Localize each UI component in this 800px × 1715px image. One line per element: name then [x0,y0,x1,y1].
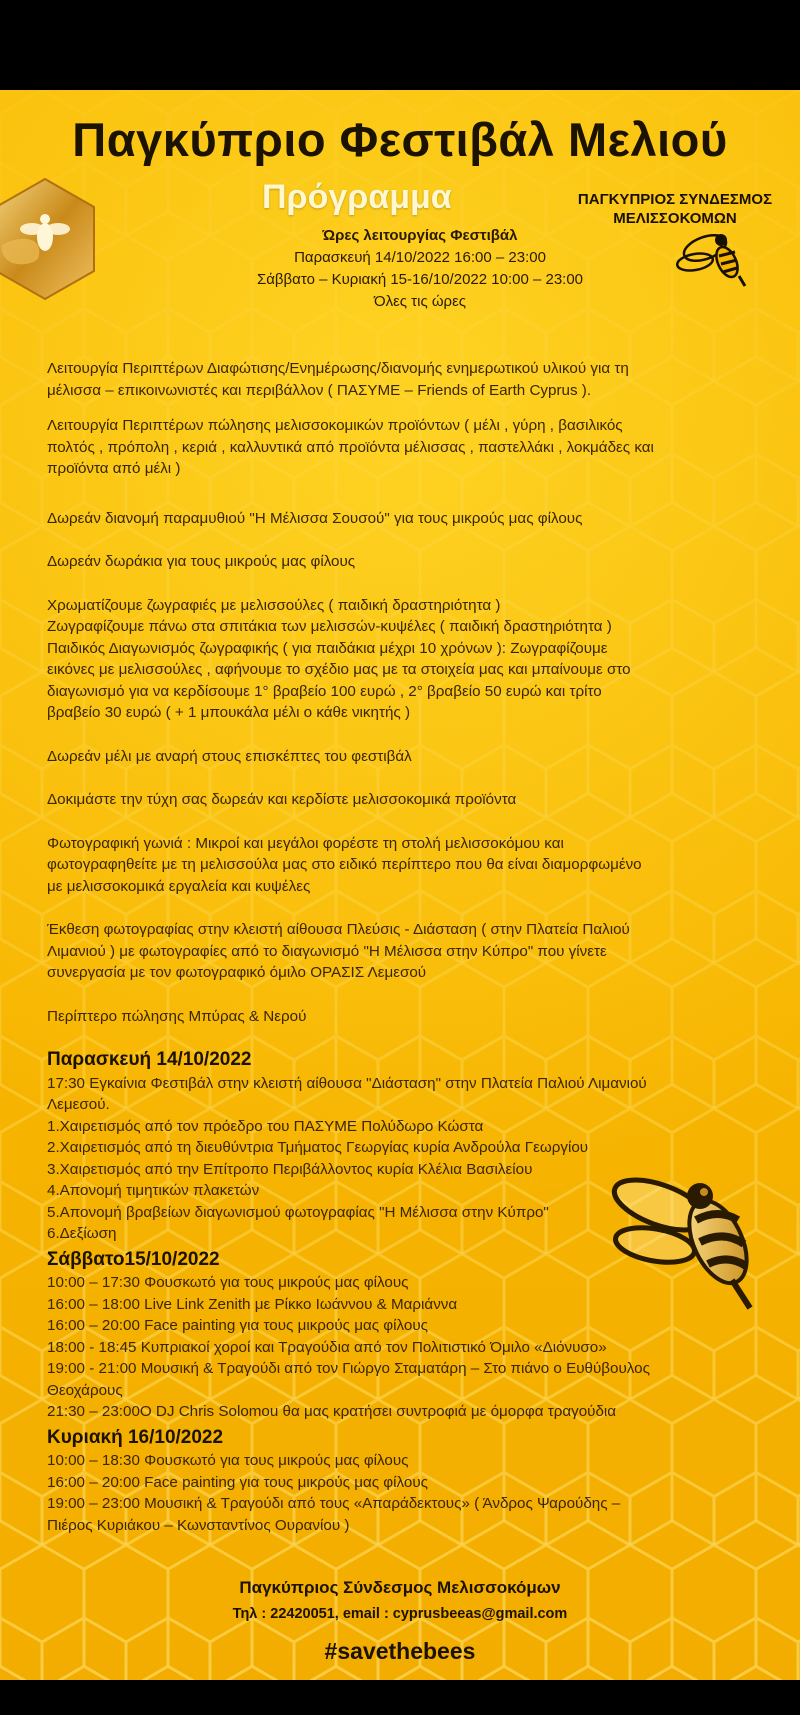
activity-line: Έκθεση φωτογραφίας στην κλειστή αίθουσα Πλεύσις - Διάσταση ( στην Πλατεία Παλιού [47,921,630,938]
program-body [47,358,747,1536]
schedule-line: 17:30 Εγκαίνια Φεστιβάλ στην κλειστή αίθουσα "Διάσταση" στην Πλατεία Παλιού Λιμανιού [47,1074,647,1092]
org-logo-line-2: ΜΕΛΙΣΣΟΚΟΜΩΝ [613,210,737,227]
hours-weekend: Σάββατο – Κυριακή 15-16/10/2022 10:00 – 23:00 [256,271,584,288]
org-logo-line-1: ΠΑΓΚΥΠΡΙΟΣ ΣΥΝΔΕΣΜΟΣ [577,191,773,208]
festival-poster [0,90,800,1680]
large-bee-icon [600,1150,780,1320]
activity-line: Φωτογραφική γωνιά : Μικροί και μεγάλοι φορέστε τη στολή μελισσοκόμου και [47,834,564,852]
activity-line: Ζωγραφίζουμε πάνω στα σπιτάκια των μελισσών-κυψέλες ( παιδική δραστηριότητα ) [47,618,612,635]
schedule-line: Θεοχάρους [47,1381,123,1399]
activity-line: Λειτουργία Περιπτέρων Διαφώτισης/Ενημέρωσης/διανομής ενημερωτικού υλικού για τη [47,360,629,377]
activity-item [47,595,747,724]
schedule-line: 19:00 - 21:00 Μουσική & Τραγούδι από τον Γιώργο Σταματάρη – Στο πιάνο ο Ευθύβουλος [47,1360,650,1377]
activity-line: βραβείο 30 ευρώ ( + 1 μπουκάλα μέλι ο κάθε νικητής ) [47,704,411,721]
schedule-line: Πιέρος Κυριάκου – Κωνσταντίνος Ουρανίου ) [47,1516,350,1534]
schedule-line: 3.Χαιρετισμός από την Επίτροπο Περιβάλλοντος κυρία Κλέλια Βασιλείου [47,1160,533,1178]
activity-line: πολτός , πρόπολη , κεριά , καλλυντικά από προϊόντα μέλισσας , παστελλάκι , λοκμάδες και [47,438,654,456]
activity-line: προϊόντα από μέλι ) [47,460,181,477]
schedule-line: 5.Απονομή βραβείων διαγωνισμού φωτογραφίας "Η Μέλισσα στην Κύπρο" [47,1203,549,1221]
schedule-line: 16:00 – 18:00 Live Link Zenith με Ρίκκο Ιωάννου & Μαριάννα [47,1295,458,1313]
activity-line: Δωρεάν δωράκια για τους μικρούς μας φίλους [47,553,356,570]
activity-item [47,833,747,898]
activity-line: Δωρεάν διανομή παραμυθιού "Η Μέλισσα Σουσού" για τους μικρούς μας φίλους [47,509,583,527]
activities-list [47,358,747,1027]
hashtag: #savethebees [324,1638,476,1664]
activity-line: Λειτουργία Περιπτέρων πώλησης μελισσοκομικών προϊόντων ( μέλι , γύρη , βασιλικός [47,417,623,434]
day-heading: Σάββατο15/10/2022 [47,1248,220,1270]
activity-line: συνεργασία με τον φωτογραφικό όμιλο ΟΡΑΣΙΣ Λεμεσού [47,964,427,981]
activity-line: Χρωματίζουμε ζωγραφιές με μελισσούλες ( παιδική δραστηριότητα ) [47,596,501,614]
schedule-line: 10:00 – 17:30 Φουσκωτό για τους μικρούς μας φίλους [47,1274,409,1291]
activity-item [47,746,747,768]
schedule-line: 16:00 – 20:00 Face painting για τους μικρούς μας φίλους [47,1473,428,1491]
activity-item [47,1006,747,1028]
hours-all: Όλες τις ώρες [373,293,466,310]
schedule-line: Λεμεσού. [47,1096,110,1113]
page-title: Παγκύπριο Φεστιβάλ Μελιού [72,113,728,166]
activity-line: Λιμανιού ) με φωτογραφίες από το διαγωνισμό "Η Μέλισσα στην Κύπρο" που γίνετε [47,942,607,960]
activity-item [47,919,747,984]
activity-line: εικόνες με μελισσούλες , αφήνουμε το σχέδιο μας με τα στοιχεία μας και μπαίνουμε στο [47,661,631,678]
schedule-line: 18:00 - 18:45 Κυπριακοί χοροί και Τραγούδια από τον Πολιτιστικό Όμιλο «Διόνυσο» [47,1338,607,1356]
activity-line: φωτογραφηθείτε με τη μελισσούλα μας στο ειδικό περίπτερο που θα είναι διαμορφωμένο [47,856,642,873]
schedule-line: 2.Χαιρετισμός από τη διευθύντρια Τμήματος Γεωργίας κυρία Ανδρούλα Γεωργίου [47,1139,589,1156]
schedule-line: 16:00 – 20:00 Face painting για τους μικρούς μας φίλους [47,1317,428,1334]
schedule-line: 6.Δεξίωση [47,1225,117,1242]
hours-title: Ώρες λειτουργίας Φεστιβάλ [322,227,518,244]
activity-item [47,551,747,573]
schedule-line: 21:30 – 23:00O DJ Chris Solomou θα μας κρατήσει συντροφιά με όμορφα τραγούδια [47,1403,617,1420]
activity-line: Παιδικός Διαγωνισμός ζωγραφικής ( για παιδάκια μέχρι 10 χρόνων ): Ζωγραφίζουμε [47,639,608,657]
activity-line: Δοκιμάστε την τύχη σας δωρεάν και κερδίστε μελισσοκομικά προϊόντα [47,791,517,808]
activity-item [47,358,747,401]
festival-hours [200,225,640,313]
activity-item [47,415,747,480]
schedule-line: 1.Χαιρετισμός από τον πρόεδρο του ΠΑΣΥΜΕ Πολύδωρο Κώστα [47,1117,484,1135]
activity-line: διαγωνισμό για να κερδίσουμε 1° βραβείο 100 ευρώ , 2° βραβείο 50 ευρώ και τρίτο [47,682,602,700]
bee-icon [665,218,755,288]
activity-line: Δωρεάν μέλι με αναρή στους επισκέπτες του φεστιβάλ [47,747,412,765]
activity-line: Περίπτερο πώλησης Μπύρας & Νερού [47,1007,307,1025]
day-heading: Παρασκευή 14/10/2022 [47,1049,252,1070]
activity-item [47,789,747,811]
activity-line: με μελισσοκομικά εργαλεία και κυψέλες [47,877,311,895]
footer-organization: Παγκύπριος Σύνδεσμος Μελισσοκόμων [239,1578,561,1597]
footer-contact: Τηλ : 22420051, email : cyprusbeeas@gmail.com [232,1606,568,1622]
hours-friday: Παρασκευή 14/10/2022 16:00 – 23:00 [294,249,546,266]
program-heading: Πρόγραμμα [262,178,452,216]
schedule-line: 19:00 – 23:00 Μουσική & Τραγούδι από τους «Απαράδεκτους» ( Άνδρος Ψαρούδης – [47,1495,621,1512]
activity-line: μέλισσα – επικοινωνιστές και περιβάλλον ( ΠΑΣΥΜΕ – Friends of Earth Cyprus ). [47,381,592,399]
day-schedule-sunday [47,1427,747,1537]
hexagon-bee-logo-icon [0,175,100,305]
schedule-line: 10:00 – 18:30 Φουσκωτό για τους μικρούς μας φίλους [47,1452,409,1469]
schedule-line: 4.Απονομή τιμητικών πλακετών [47,1182,260,1199]
activity-item [47,508,747,530]
day-heading: Κυριακή 16/10/2022 [47,1426,224,1448]
